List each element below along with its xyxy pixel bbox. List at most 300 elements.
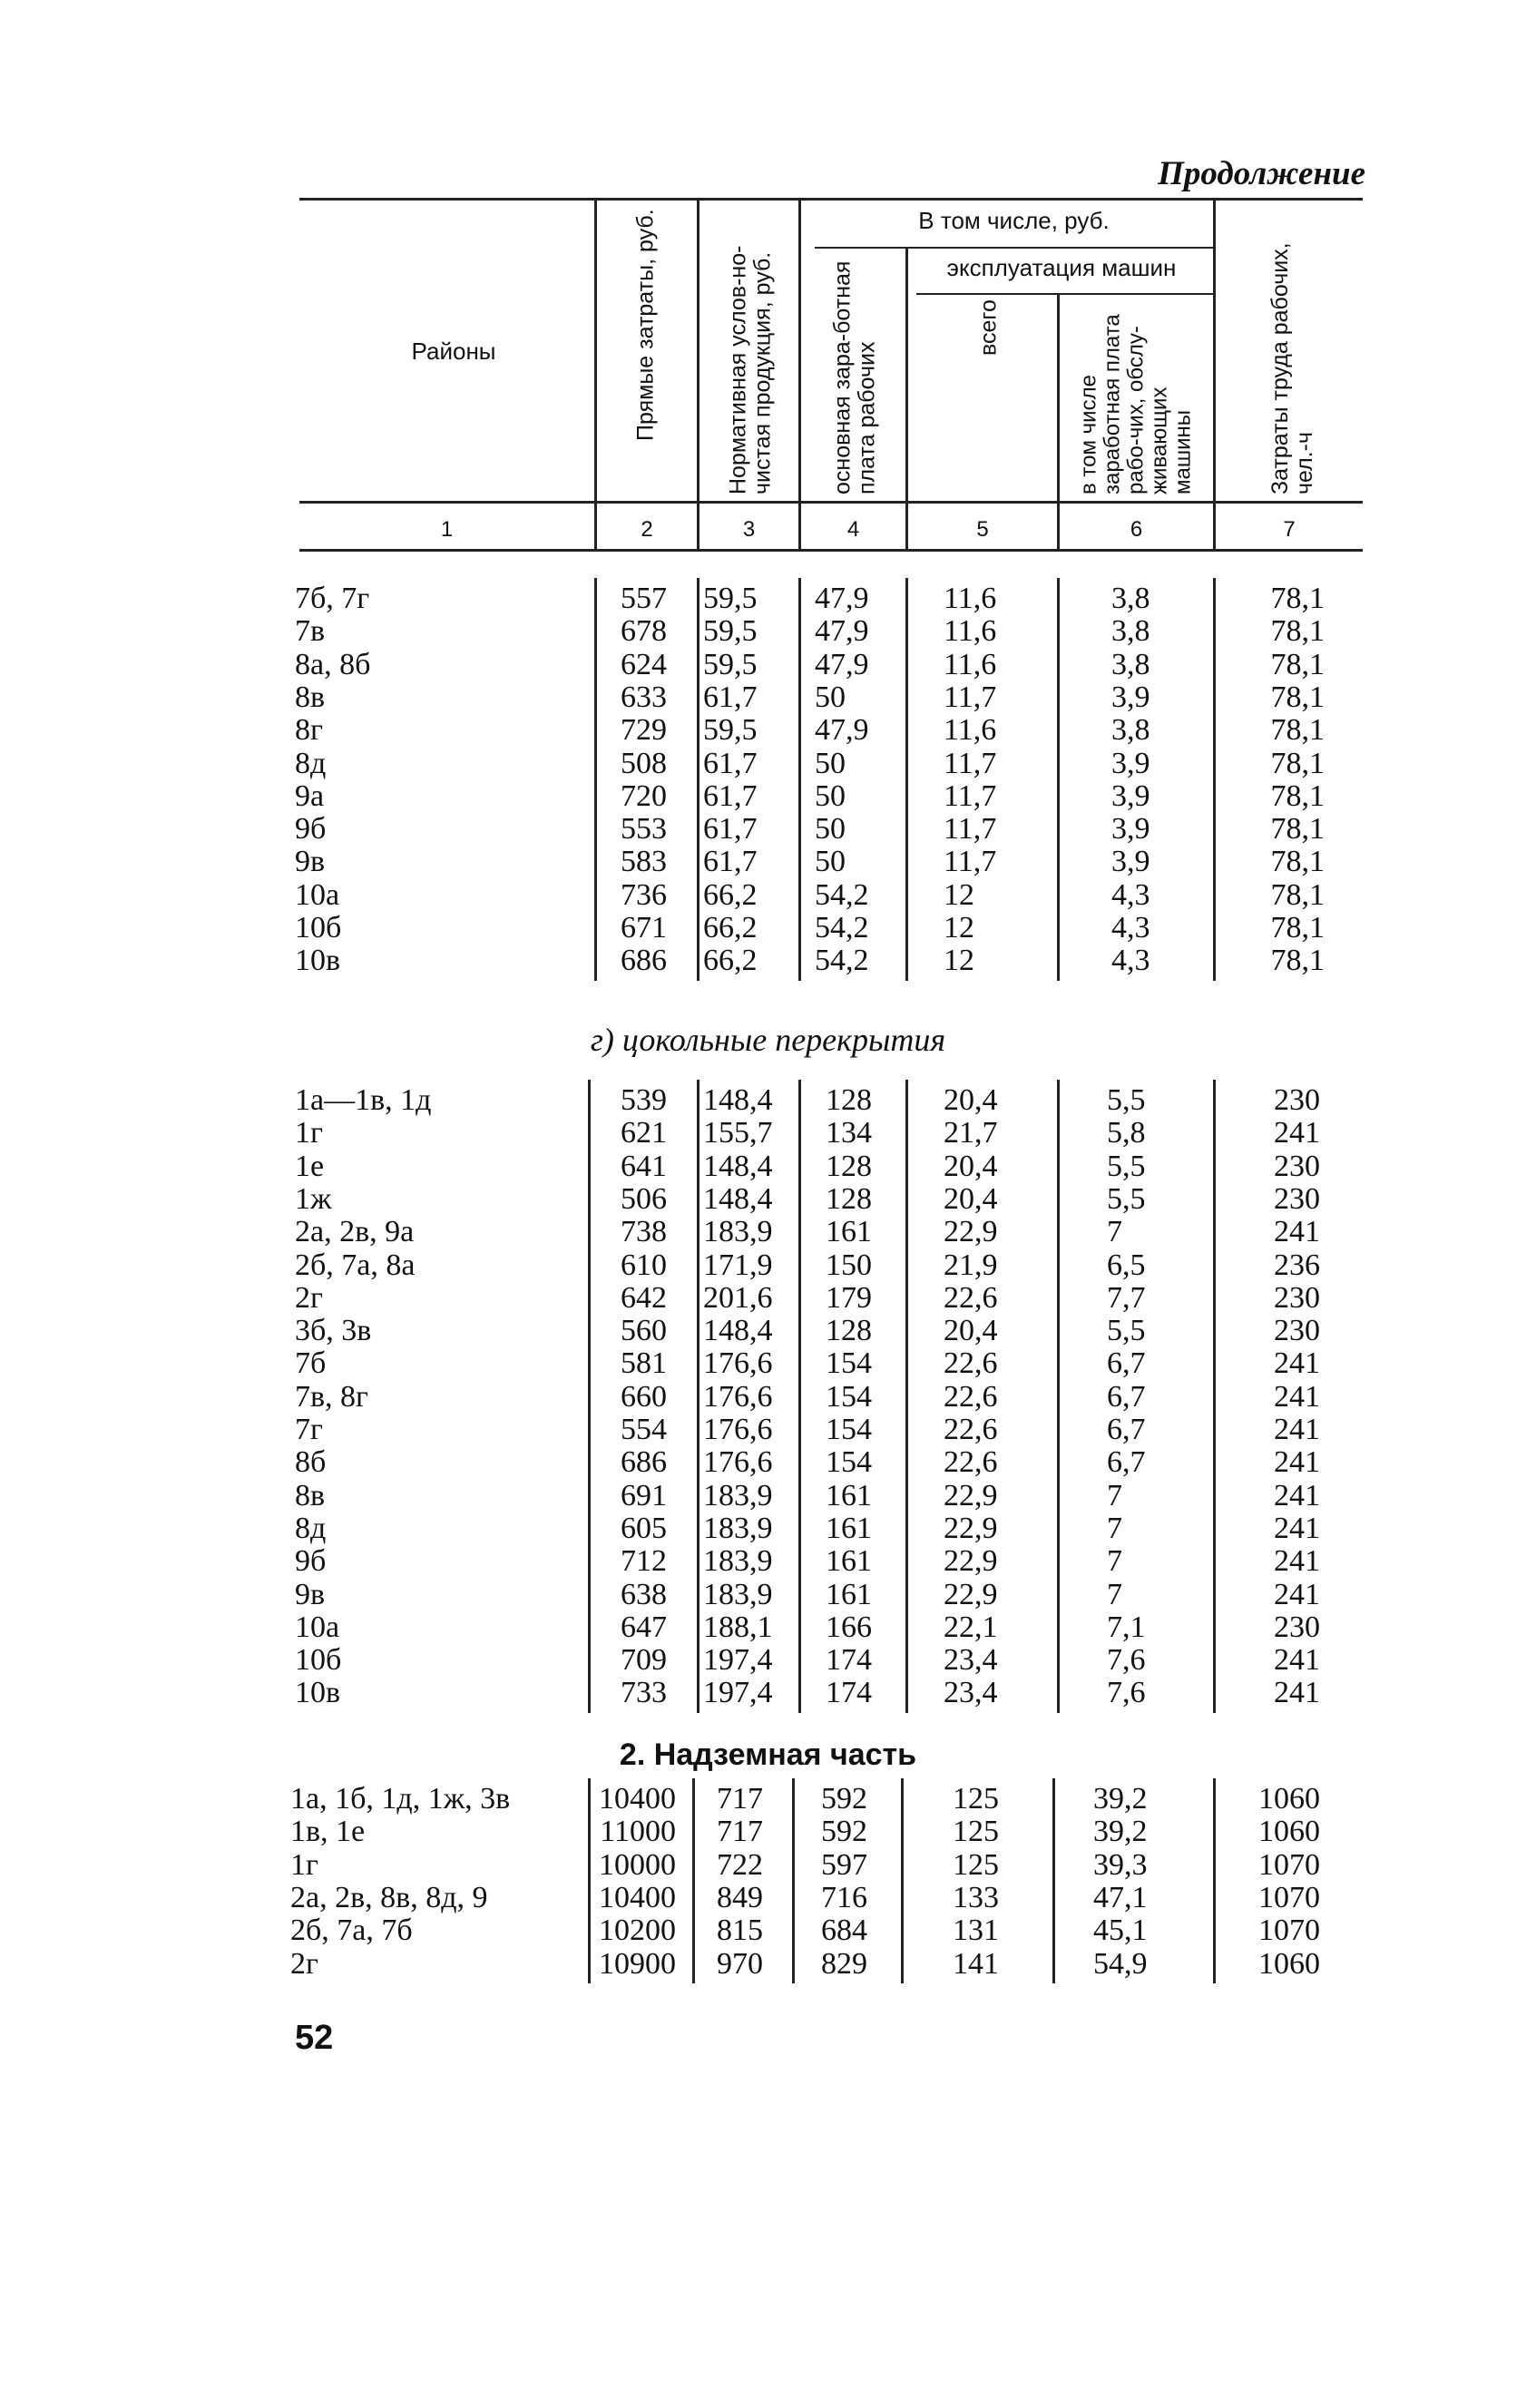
value-cell: 11,7 xyxy=(944,812,997,847)
value-cell: 22,6 xyxy=(944,1445,998,1480)
value-cell: 5,5 xyxy=(1107,1314,1146,1348)
colnum-7: 7 xyxy=(1283,517,1296,542)
value-cell: 50 xyxy=(815,680,846,714)
district-cell: 7б xyxy=(295,1346,327,1381)
header-col-sep xyxy=(905,249,908,549)
value-cell: 633 xyxy=(621,680,667,714)
value-cell: 22,9 xyxy=(944,1511,998,1545)
value-cell: 22,9 xyxy=(944,1478,998,1512)
value-cell: 230 xyxy=(1274,1083,1320,1117)
column-separator xyxy=(901,1778,904,1983)
column-separator xyxy=(594,578,597,981)
value-cell: 61,7 xyxy=(703,778,758,813)
value-cell: 12 xyxy=(944,911,974,945)
value-cell: 583 xyxy=(621,845,667,879)
value-cell: 241 xyxy=(1274,1379,1320,1414)
district-cell: 10в xyxy=(295,944,341,978)
colnum-2: 2 xyxy=(641,517,653,542)
value-cell: 78,1 xyxy=(1270,944,1325,978)
value-cell: 125 xyxy=(953,1847,999,1882)
district-cell: 10б xyxy=(295,911,342,945)
value-cell: 150 xyxy=(826,1248,872,1282)
value-cell: 148,4 xyxy=(703,1149,773,1183)
district-cell: 8в xyxy=(295,1478,326,1512)
value-cell: 128 xyxy=(826,1181,872,1216)
district-cell: 1г xyxy=(295,1116,323,1150)
value-cell: 621 xyxy=(621,1116,667,1150)
header-direct-costs: Прямые затраты, руб. xyxy=(632,209,659,441)
value-cell: 733 xyxy=(621,1676,667,1710)
value-cell: 241 xyxy=(1274,1445,1320,1480)
value-cell: 241 xyxy=(1274,1116,1320,1150)
value-cell: 161 xyxy=(826,1511,872,1545)
value-cell: 22,9 xyxy=(944,1215,998,1249)
value-cell: 166 xyxy=(826,1610,872,1644)
value-cell: 21,7 xyxy=(944,1116,998,1150)
value-cell: 3,9 xyxy=(1111,812,1150,847)
value-cell: 11,7 xyxy=(944,680,997,714)
value-cell: 154 xyxy=(826,1379,872,1414)
value-cell: 61,7 xyxy=(703,746,758,780)
value-cell: 241 xyxy=(1274,1643,1320,1678)
value-cell: 21,9 xyxy=(944,1248,998,1282)
value-cell: 20,4 xyxy=(944,1083,998,1117)
column-separator xyxy=(1213,1778,1216,1983)
value-cell: 241 xyxy=(1274,1577,1320,1611)
value-cell: 133 xyxy=(953,1880,999,1914)
column-separator xyxy=(692,1778,695,1983)
value-cell: 47,9 xyxy=(815,614,869,649)
district-cell: 9б xyxy=(295,1544,327,1579)
value-cell: 11000 xyxy=(600,1815,676,1849)
value-cell: 188,1 xyxy=(703,1610,773,1644)
value-cell: 141 xyxy=(953,1946,999,1981)
value-cell: 671 xyxy=(621,911,667,945)
value-cell: 638 xyxy=(621,1577,667,1611)
column-separator xyxy=(1057,1080,1060,1713)
value-cell: 10900 xyxy=(599,1946,676,1981)
district-cell: 8а, 8б xyxy=(295,647,371,681)
value-cell: 171,9 xyxy=(703,1248,773,1282)
value-cell: 3,8 xyxy=(1111,582,1150,615)
value-cell: 50 xyxy=(815,812,846,847)
district-cell: 2б, 7а, 7б xyxy=(290,1914,413,1948)
header-bottom-rule xyxy=(299,501,1363,504)
value-cell: 11,7 xyxy=(944,845,997,879)
value-cell: 134 xyxy=(826,1116,872,1150)
value-cell: 11,6 xyxy=(944,614,997,649)
value-cell: 11,7 xyxy=(944,778,997,813)
value-cell: 241 xyxy=(1274,1346,1320,1381)
column-separator xyxy=(588,1778,591,1983)
value-cell: 560 xyxy=(621,1314,667,1348)
value-cell: 597 xyxy=(821,1847,867,1882)
value-cell: 23,4 xyxy=(944,1676,998,1710)
column-separator xyxy=(697,1080,700,1713)
district-cell: 7г xyxy=(295,1413,323,1446)
district-cell: 9в xyxy=(295,1577,326,1611)
value-cell: 10400 xyxy=(599,1782,676,1816)
value-cell: 154 xyxy=(826,1413,872,1446)
value-cell: 592 xyxy=(821,1782,867,1816)
value-cell: 970 xyxy=(717,1946,763,1981)
district-cell: 8б xyxy=(295,1445,327,1480)
value-cell: 829 xyxy=(821,1946,867,1981)
value-cell: 554 xyxy=(621,1413,667,1446)
value-cell: 50 xyxy=(815,746,846,780)
column-separator xyxy=(905,1080,908,1713)
value-cell: 22,6 xyxy=(944,1413,998,1446)
value-cell: 605 xyxy=(621,1511,667,1545)
value-cell: 47,9 xyxy=(815,582,869,615)
value-cell: 684 xyxy=(821,1914,867,1948)
column-separator xyxy=(905,578,908,981)
value-cell: 45,1 xyxy=(1093,1914,1148,1948)
header-including: В том числе, руб. xyxy=(918,207,1110,234)
district-cell: 2а, 2в, 9а xyxy=(295,1215,415,1249)
value-cell: 6,7 xyxy=(1107,1346,1146,1381)
value-cell: 66,2 xyxy=(703,911,758,945)
value-cell: 78,1 xyxy=(1270,911,1325,945)
district-cell: 2г xyxy=(290,1946,318,1981)
value-cell: 508 xyxy=(621,746,667,780)
header-districts: Районы xyxy=(411,338,496,365)
header-col-sep xyxy=(697,200,700,549)
value-cell: 241 xyxy=(1274,1215,1320,1249)
value-cell: 154 xyxy=(826,1346,872,1381)
value-cell: 54,2 xyxy=(815,877,869,912)
value-cell: 7 xyxy=(1107,1544,1122,1579)
value-cell: 7,6 xyxy=(1107,1643,1146,1678)
column-separator xyxy=(588,1080,591,1713)
district-cell: 7в, 8г xyxy=(295,1379,368,1414)
value-cell: 641 xyxy=(621,1149,667,1183)
value-cell: 22,6 xyxy=(944,1346,998,1381)
header-labor: Затраты труда рабочих, чел.-ч xyxy=(1267,242,1317,494)
value-cell: 183,9 xyxy=(703,1478,773,1512)
district-cell: 8в xyxy=(295,680,326,714)
value-cell: 10200 xyxy=(599,1914,676,1948)
value-cell: 78,1 xyxy=(1270,877,1325,912)
district-cell: 3б, 3в xyxy=(295,1314,372,1348)
value-cell: 3,8 xyxy=(1111,647,1150,681)
value-cell: 230 xyxy=(1274,1610,1320,1644)
value-cell: 78,1 xyxy=(1270,845,1325,879)
value-cell: 6,7 xyxy=(1107,1445,1146,1480)
district-cell: 8г xyxy=(295,713,323,748)
value-cell: 183,9 xyxy=(703,1215,773,1249)
value-cell: 61,7 xyxy=(703,680,758,714)
column-separator xyxy=(792,1778,795,1983)
column-separator xyxy=(798,578,801,981)
value-cell: 183,9 xyxy=(703,1511,773,1545)
value-cell: 230 xyxy=(1274,1280,1320,1315)
value-cell: 78,1 xyxy=(1270,778,1325,813)
value-cell: 54,9 xyxy=(1093,1946,1148,1981)
value-cell: 539 xyxy=(621,1083,667,1117)
column-separator xyxy=(1213,578,1216,981)
value-cell: 22,9 xyxy=(944,1544,998,1579)
district-cell: 1ж xyxy=(295,1181,332,1216)
value-cell: 148,4 xyxy=(703,1314,773,1348)
value-cell: 161 xyxy=(826,1478,872,1512)
value-cell: 22,9 xyxy=(944,1577,998,1611)
district-cell: 2г xyxy=(295,1280,323,1315)
value-cell: 241 xyxy=(1274,1676,1320,1710)
value-cell: 11,6 xyxy=(944,582,997,615)
value-cell: 148,4 xyxy=(703,1181,773,1216)
value-cell: 176,6 xyxy=(703,1445,773,1480)
value-cell: 161 xyxy=(826,1577,872,1611)
value-cell: 59,5 xyxy=(703,647,758,681)
header-col-sep xyxy=(798,200,801,549)
value-cell: 78,1 xyxy=(1270,746,1325,780)
value-cell: 183,9 xyxy=(703,1577,773,1611)
district-cell: 10а xyxy=(295,1610,340,1644)
value-cell: 3,9 xyxy=(1111,680,1150,714)
value-cell: 1070 xyxy=(1258,1880,1320,1914)
value-cell: 174 xyxy=(826,1643,872,1678)
value-cell: 4,3 xyxy=(1111,877,1150,912)
colnum-6: 6 xyxy=(1130,517,1143,542)
value-cell: 7 xyxy=(1107,1511,1122,1545)
value-cell: 7,7 xyxy=(1107,1280,1146,1315)
value-cell: 7,1 xyxy=(1107,1610,1146,1644)
value-cell: 11,6 xyxy=(944,713,997,748)
value-cell: 5,5 xyxy=(1107,1083,1146,1117)
value-cell: 155,7 xyxy=(703,1116,773,1150)
value-cell: 20,4 xyxy=(944,1149,998,1183)
value-cell: 78,1 xyxy=(1270,582,1325,615)
value-cell: 7 xyxy=(1107,1577,1122,1611)
value-cell: 7 xyxy=(1107,1215,1122,1249)
value-cell: 11,7 xyxy=(944,746,997,780)
district-cell: 1а—1в, 1д xyxy=(295,1083,432,1117)
value-cell: 128 xyxy=(826,1149,872,1183)
header-col-sep xyxy=(1057,295,1060,549)
column-separator xyxy=(1213,1080,1216,1713)
value-cell: 729 xyxy=(621,713,667,748)
value-cell: 61,7 xyxy=(703,845,758,879)
value-cell: 161 xyxy=(826,1544,872,1579)
colnum-5: 5 xyxy=(976,517,989,542)
value-cell: 176,6 xyxy=(703,1413,773,1446)
value-cell: 39,2 xyxy=(1093,1782,1148,1816)
value-cell: 11,6 xyxy=(944,647,997,681)
value-cell: 241 xyxy=(1274,1511,1320,1545)
value-cell: 717 xyxy=(717,1815,763,1849)
district-cell: 9в xyxy=(295,845,326,879)
value-cell: 78,1 xyxy=(1270,713,1325,748)
header-total: всего xyxy=(975,299,1002,356)
column-separator xyxy=(1057,578,1060,981)
value-cell: 1060 xyxy=(1258,1815,1320,1849)
value-cell: 161 xyxy=(826,1215,872,1249)
value-cell: 230 xyxy=(1274,1181,1320,1216)
value-cell: 1070 xyxy=(1258,1914,1320,1948)
district-cell: 10б xyxy=(295,1643,342,1678)
value-cell: 3,8 xyxy=(1111,614,1150,649)
colnum-4: 4 xyxy=(846,517,860,542)
value-cell: 592 xyxy=(821,1815,867,1849)
value-cell: 610 xyxy=(621,1248,667,1282)
value-cell: 709 xyxy=(621,1643,667,1678)
value-cell: 10400 xyxy=(599,1880,676,1914)
value-cell: 624 xyxy=(621,647,667,681)
value-cell: 720 xyxy=(621,778,667,813)
value-cell: 50 xyxy=(815,845,846,879)
value-cell: 722 xyxy=(717,1847,763,1882)
value-cell: 47,9 xyxy=(815,647,869,681)
value-cell: 47,9 xyxy=(815,713,869,748)
value-cell: 78,1 xyxy=(1270,812,1325,847)
value-cell: 20,4 xyxy=(944,1314,998,1348)
value-cell: 686 xyxy=(621,944,667,978)
page-number: 52 xyxy=(295,2019,334,2057)
district-cell: 7в xyxy=(295,614,326,649)
value-cell: 47,1 xyxy=(1093,1880,1148,1914)
value-cell: 738 xyxy=(621,1215,667,1249)
value-cell: 179 xyxy=(826,1280,872,1315)
value-cell: 241 xyxy=(1274,1544,1320,1579)
header-incl-wage: в том числе заработная плата рабо-чих, обслу-живающих машины xyxy=(1076,314,1196,494)
value-cell: 241 xyxy=(1274,1478,1320,1512)
value-cell: 1060 xyxy=(1258,1946,1320,1981)
column-separator xyxy=(798,1080,801,1713)
value-cell: 660 xyxy=(621,1379,667,1414)
value-cell: 12 xyxy=(944,944,974,978)
value-cell: 54,2 xyxy=(815,944,869,978)
value-cell: 50 xyxy=(815,778,846,813)
header-col-sep xyxy=(594,200,597,549)
value-cell: 230 xyxy=(1274,1149,1320,1183)
value-cell: 66,2 xyxy=(703,944,758,978)
value-cell: 686 xyxy=(621,1445,667,1480)
header-normative-product: Нормативная услов-но-чистая продукция, руб. xyxy=(725,245,776,494)
value-cell: 717 xyxy=(717,1782,763,1816)
value-cell: 236 xyxy=(1274,1248,1320,1282)
value-cell: 154 xyxy=(826,1445,872,1480)
value-cell: 148,4 xyxy=(703,1083,773,1117)
value-cell: 3,8 xyxy=(1111,713,1150,748)
value-cell: 125 xyxy=(953,1782,999,1816)
continuation-label: Продолжение xyxy=(1158,155,1365,192)
colnum-bottom-rule xyxy=(299,549,1363,552)
district-cell: 9а xyxy=(295,778,325,813)
header-machine-ops: эксплуатация машин xyxy=(946,254,1177,281)
column-separator xyxy=(1052,1778,1055,1983)
value-cell: 7 xyxy=(1107,1478,1122,1512)
section-g-title: г) цокольные перекрытия xyxy=(590,1022,946,1058)
value-cell: 131 xyxy=(953,1914,999,1948)
header-col-sep xyxy=(1213,200,1216,549)
value-cell: 61,7 xyxy=(703,812,758,847)
value-cell: 12 xyxy=(944,877,974,912)
value-cell: 183,9 xyxy=(703,1544,773,1579)
value-cell: 197,4 xyxy=(703,1643,773,1678)
value-cell: 39,2 xyxy=(1093,1815,1148,1849)
value-cell: 59,5 xyxy=(703,614,758,649)
district-cell: 10а xyxy=(295,877,340,912)
district-cell: 1а, 1б, 1д, 1ж, 3в xyxy=(290,1782,511,1816)
district-cell: 10в xyxy=(295,1676,341,1710)
colnum-3: 3 xyxy=(742,517,756,542)
value-cell: 128 xyxy=(826,1314,872,1348)
district-cell: 8д xyxy=(295,1511,327,1545)
value-cell: 59,5 xyxy=(703,582,758,615)
value-cell: 849 xyxy=(717,1880,763,1914)
including-underline xyxy=(815,247,1214,249)
value-cell: 712 xyxy=(621,1544,667,1579)
value-cell: 3,9 xyxy=(1111,746,1150,780)
value-cell: 5,5 xyxy=(1107,1181,1146,1216)
value-cell: 3,9 xyxy=(1111,845,1150,879)
value-cell: 201,6 xyxy=(703,1280,773,1315)
value-cell: 176,6 xyxy=(703,1346,773,1381)
header-base-wage: основная зара-ботная плата рабочих xyxy=(829,260,880,494)
district-cell: 1в, 1е xyxy=(290,1815,366,1849)
value-cell: 230 xyxy=(1274,1314,1320,1348)
value-cell: 174 xyxy=(826,1676,872,1710)
district-cell: 7б, 7г xyxy=(295,582,370,615)
value-cell: 66,2 xyxy=(703,877,758,912)
district-cell: 1г xyxy=(290,1847,318,1882)
value-cell: 78,1 xyxy=(1270,680,1325,714)
value-cell: 59,5 xyxy=(703,713,758,748)
value-cell: 22,6 xyxy=(944,1280,998,1315)
value-cell: 78,1 xyxy=(1270,647,1325,681)
value-cell: 54,2 xyxy=(815,911,869,945)
value-cell: 5,8 xyxy=(1107,1116,1146,1150)
value-cell: 22,1 xyxy=(944,1610,998,1644)
value-cell: 642 xyxy=(621,1280,667,1315)
machine-underline xyxy=(916,293,1214,295)
value-cell: 6,5 xyxy=(1107,1248,1146,1282)
value-cell: 557 xyxy=(621,582,667,615)
section-2-title: 2. Надземная часть xyxy=(619,1737,917,1772)
value-cell: 241 xyxy=(1274,1413,1320,1446)
district-cell: 9б xyxy=(295,812,327,847)
value-cell: 815 xyxy=(717,1914,763,1948)
district-cell: 8д xyxy=(295,746,327,780)
value-cell: 6,7 xyxy=(1107,1379,1146,1414)
district-cell: 2б, 7а, 8а xyxy=(295,1248,416,1282)
value-cell: 10000 xyxy=(599,1847,676,1882)
value-cell: 1070 xyxy=(1258,1847,1320,1882)
value-cell: 23,4 xyxy=(944,1643,998,1678)
value-cell: 197,4 xyxy=(703,1676,773,1710)
value-cell: 22,6 xyxy=(944,1379,998,1414)
value-cell: 3,9 xyxy=(1111,778,1150,813)
value-cell: 506 xyxy=(621,1181,667,1216)
value-cell: 5,5 xyxy=(1107,1149,1146,1183)
value-cell: 678 xyxy=(621,614,667,649)
value-cell: 581 xyxy=(621,1346,667,1381)
value-cell: 176,6 xyxy=(703,1379,773,1414)
value-cell: 7,6 xyxy=(1107,1676,1146,1710)
table-top-rule xyxy=(299,198,1363,201)
value-cell: 20,4 xyxy=(944,1181,998,1216)
value-cell: 125 xyxy=(953,1815,999,1849)
value-cell: 553 xyxy=(621,812,667,847)
district-cell: 1е xyxy=(295,1149,325,1183)
value-cell: 691 xyxy=(621,1478,667,1512)
value-cell: 647 xyxy=(621,1610,667,1644)
column-separator xyxy=(697,578,700,981)
value-cell: 128 xyxy=(826,1083,872,1117)
value-cell: 736 xyxy=(621,877,667,912)
value-cell: 6,7 xyxy=(1107,1413,1146,1446)
